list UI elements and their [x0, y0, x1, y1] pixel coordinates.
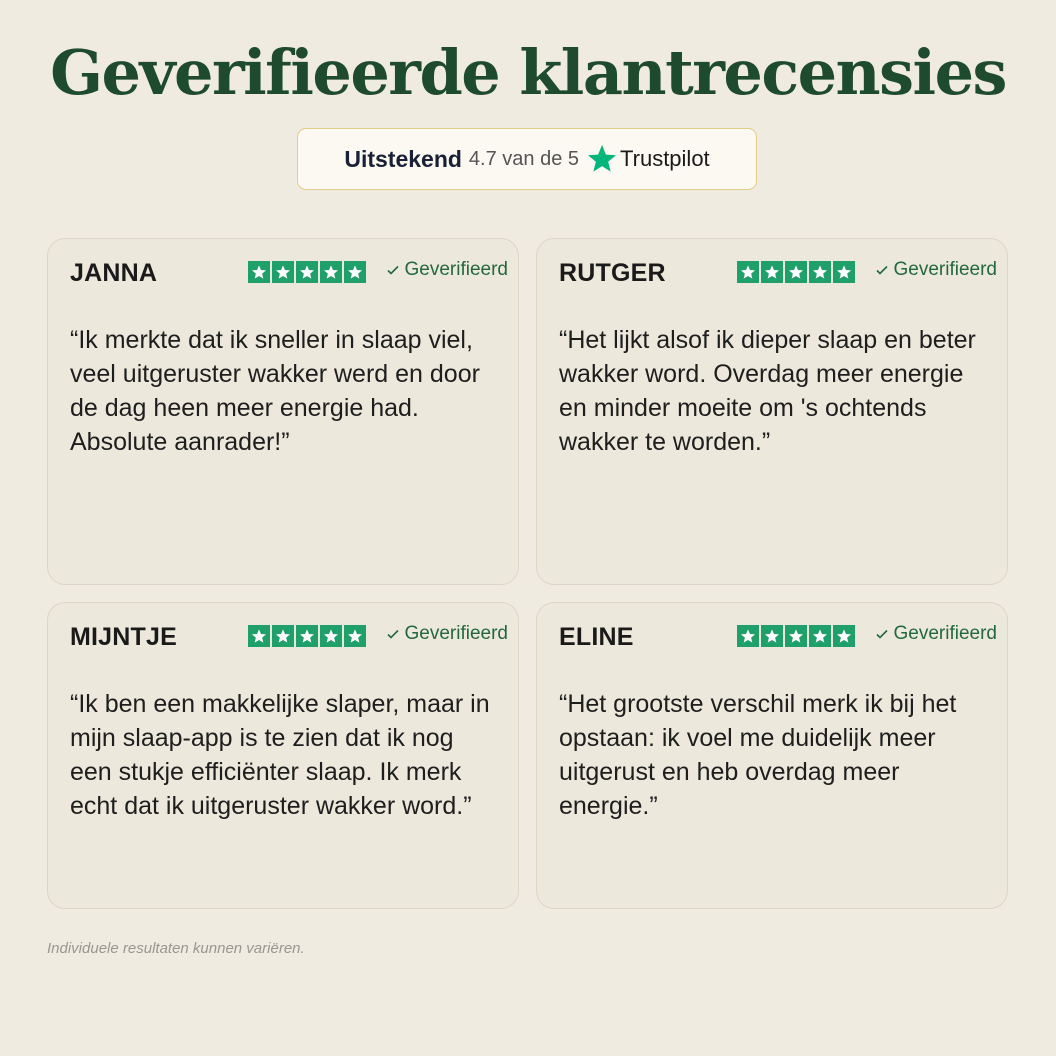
review-quote: “Ik ben een makkelijke slaper, maar in mijn slaap-app is te zien dat ik nog een stukje efficiënter slaap. Ik merk echt dat ik uitgeruster wakker word.”	[70, 690, 490, 820]
reviewer-name: MIJNTJE	[70, 623, 177, 651]
star-icon	[272, 625, 294, 647]
checkmark-icon	[386, 627, 400, 641]
reviewer-name: RUTGER	[559, 259, 666, 287]
review-card	[536, 238, 1008, 585]
verified-badge	[875, 623, 998, 645]
checkmark-icon	[386, 263, 400, 277]
star-rating	[737, 261, 855, 283]
star-icon	[785, 625, 807, 647]
trustpilot-star-icon	[586, 143, 618, 175]
checkmark-icon	[875, 627, 889, 641]
reviewer-name: ELINE	[559, 623, 634, 651]
verified-badge	[386, 623, 509, 645]
rating-label: Uitstekend	[344, 145, 462, 172]
verified-label: Geverifieerd	[404, 259, 508, 280]
review-quote: “Het grootste verschil merk ik bij het opstaan: ik voel me duidelijk meer uitgerust en heb overdag meer energie.”	[559, 690, 957, 820]
verified-badge	[875, 259, 998, 281]
star-icon	[761, 625, 783, 647]
star-rating	[248, 625, 366, 647]
star-icon	[248, 261, 270, 283]
trustpilot-logo	[586, 143, 710, 175]
star-icon	[761, 261, 783, 283]
star-icon	[737, 625, 759, 647]
rating-score: 4.7 van de 5	[468, 147, 580, 170]
disclaimer-text: Individuele resultaten kunnen variëren.	[47, 940, 305, 957]
trustpilot-rating-badge[interactable]	[297, 128, 757, 190]
star-icon	[833, 625, 855, 647]
star-rating	[248, 261, 366, 283]
star-icon	[344, 625, 366, 647]
review-quote: “Het lijkt alsof ik dieper slaap en beter wakker word. Overdag meer energie en minder moeite om 's ochtends wakker te worden.”	[559, 326, 976, 456]
verified-label: Geverifieerd	[404, 623, 508, 644]
star-icon	[833, 261, 855, 283]
star-icon	[737, 261, 759, 283]
page-title: Geverifieerde klantrecensies	[50, 36, 1006, 109]
star-icon	[809, 625, 831, 647]
star-icon	[272, 261, 294, 283]
star-icon	[296, 261, 318, 283]
trustpilot-brand-name: Trustpilot	[620, 146, 710, 171]
review-card	[47, 602, 519, 909]
verified-label: Geverifieerd	[893, 623, 997, 644]
review-quote: “Ik merkte dat ik sneller in slaap viel, veel uitgeruster wakker werd en door de dag heen meer energie had. Absolute aanrader!”	[70, 326, 480, 456]
star-icon	[248, 625, 270, 647]
star-icon	[809, 261, 831, 283]
star-rating	[737, 625, 855, 647]
star-icon	[320, 261, 342, 283]
star-icon	[344, 261, 366, 283]
verified-label: Geverifieerd	[893, 259, 997, 280]
review-card	[47, 238, 519, 585]
review-card	[536, 602, 1008, 909]
star-icon	[785, 261, 807, 283]
verified-badge	[386, 259, 509, 281]
reviewer-name: JANNA	[70, 259, 158, 287]
checkmark-icon	[875, 263, 889, 277]
star-icon	[296, 625, 318, 647]
star-icon	[320, 625, 342, 647]
